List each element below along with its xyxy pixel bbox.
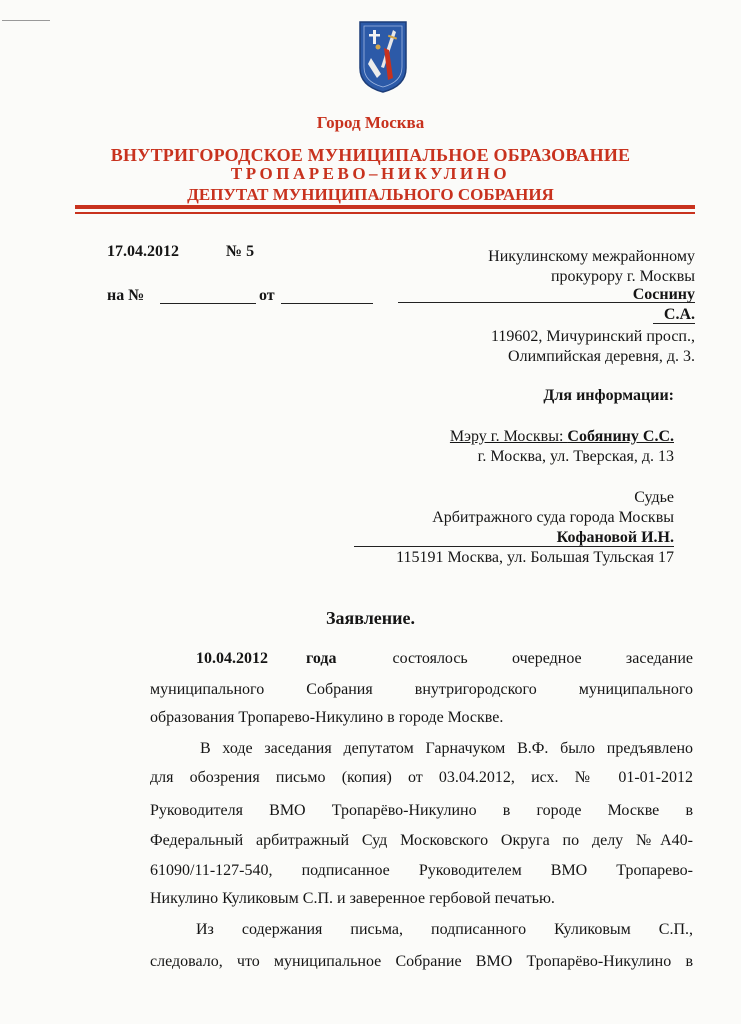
mayor-address: г. Москва, ул. Тверская, д. 13 — [477, 448, 674, 465]
header-municipality: ВНУТРИГОРОДСКОЕ МУНИЦИПАЛЬНОЕ ОБРАЗОВАНИЕ — [110, 145, 631, 165]
paragraph-1-line-1 — [196, 650, 693, 668]
header-district: ТРОПАРЕВО–НИКУЛИНО — [230, 164, 511, 183]
letter-date: 17.04.2012 — [107, 243, 179, 260]
header-divider-thin — [75, 212, 695, 214]
paragraph-2-line-1: В ходе заседания депутатом Гарначуком В.Ф. было предъявлено — [200, 740, 693, 757]
paragraph-1-line-3: образования Тропарево-Никулино в городе Москве. — [150, 709, 504, 726]
recipient-initials: С.А. — [663, 306, 695, 323]
letter-number: № 5 — [226, 243, 255, 260]
paragraph-2-line-2: для обозрения письмо (копия) от 03.04.2012, исх. № 01-01-2012 — [150, 769, 693, 786]
paragraph-1-line-1-rest: состоялось очередное заседание — [392, 650, 693, 667]
mayor-prefix: Мэру г. Москвы: — [449, 428, 568, 445]
paragraph-2-line-6: Никулино Куликовым С.П. и заверенное гербовой печатью. — [150, 890, 555, 907]
recipient-address-line1: 119602, Мичуринский просп., — [491, 328, 695, 345]
paragraph-3-line-2: следовало, что муниципальное Собрание ВМО Тропарёво-Никулино в — [150, 953, 693, 970]
statement-title: Заявление. — [325, 608, 416, 628]
scan-corner-mark — [2, 20, 50, 21]
mayor-line — [426, 428, 674, 446]
judge-title: Судье — [634, 489, 674, 506]
judge-address: 115191 Москва, ул. Большая Тульская 17 — [396, 549, 674, 566]
mayor-name: Собянину С.С. — [567, 428, 674, 445]
for-information-label: Для информации: — [543, 387, 674, 404]
recipient-position: прокурору г. Москвы — [550, 268, 695, 285]
paragraph-3-line-1: Из содержания письма, подписанного Куликовым С.П., — [196, 921, 693, 938]
recipient-office: Никулинскому межрайонному — [488, 248, 695, 265]
header-deputy: ДЕПУТАТ МУНИЦИПАЛЬНОГО СОБРАНИЯ — [187, 185, 554, 204]
paragraph-2-line-3: Руководителя ВМО Тропарёво-Никулино в городе Москве в — [150, 802, 693, 819]
reference-from-label: от — [259, 287, 275, 304]
paragraph-1-line-2: муниципального Собрания внутригородского муниципального — [150, 681, 693, 698]
paragraph-2-line-4: Федеральный арбитражный Суд Московского Округа по делу №А40- — [150, 832, 693, 849]
header-divider-thick — [75, 205, 695, 209]
reference-number-label: на № — [107, 287, 145, 304]
judge-name: Кофановой И.Н. — [556, 529, 674, 546]
recipient-address-line2: Олимпийская деревня, д. 3. — [508, 348, 695, 365]
judge-court: Арбитражного суда города Москвы — [432, 509, 674, 526]
paragraph-2-line-5: 61090/11-127-540, подписанное Руководителем ВМО Тропарево- — [150, 862, 693, 879]
coat-of-arms-emblem — [358, 20, 408, 94]
reference-number-blank — [160, 303, 256, 304]
meeting-date: 10.04.2012 — [196, 650, 268, 667]
header-city: Город Москва — [316, 113, 425, 132]
recipient-surname: Соснину — [632, 286, 695, 303]
meeting-year-word: года — [306, 650, 337, 667]
reference-date-blank — [281, 303, 373, 304]
